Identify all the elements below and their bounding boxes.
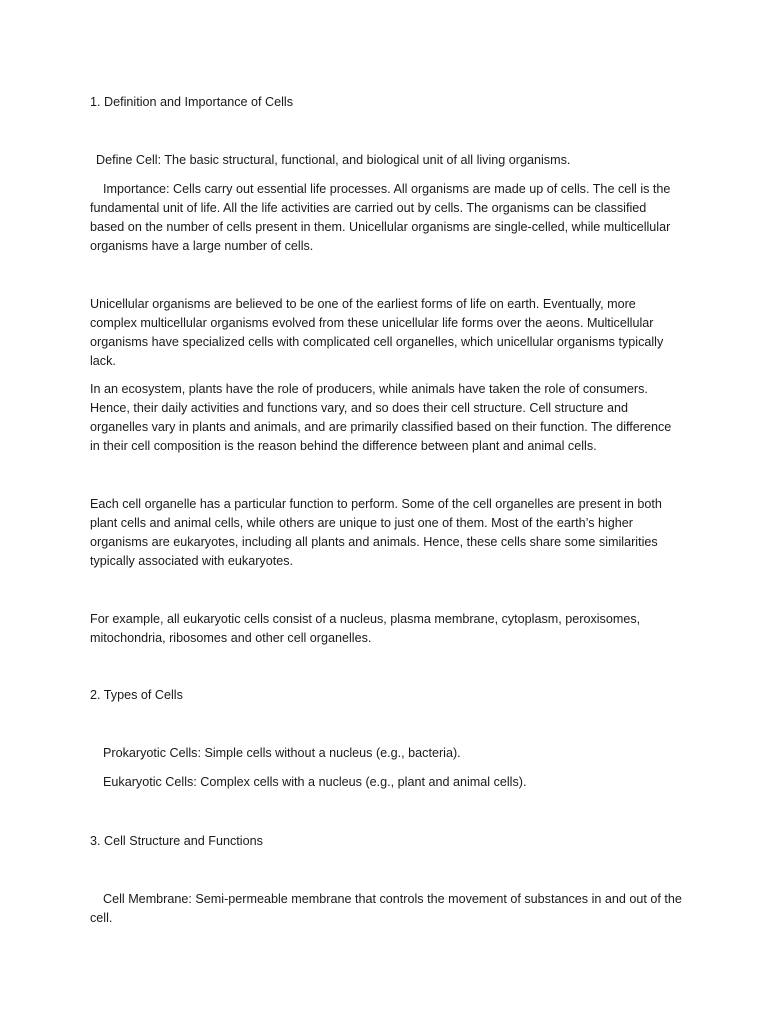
section-3-heading: 3. Cell Structure and Functions — [90, 834, 263, 848]
eukaryotic-cells-text: Eukaryotic Cells: Complex cells with a nucleus (e.g., plant and animal cells). — [103, 775, 527, 789]
section-2-heading: 2. Types of Cells — [90, 688, 183, 702]
unicellular-paragraph: Unicellular organisms are believed to be one of the earliest forms of life on earth. Eventually, more complex multicellular organisms evolved from these unicellular life forms over the aeons. Multicellular organisms have specialized cells with complicated cell organelles, which unicellular organisms typically lack. — [90, 297, 664, 368]
define-cell-text: Define Cell: The basic structural, functional, and biological unit of all living organisms. — [96, 153, 571, 167]
example-paragraph: For example, all eukaryotic cells consist of a nucleus, plasma membrane, cytoplasm, peroxisomes, mitochondria, ribosomes and other cell organelles. — [90, 612, 641, 645]
prokaryotic-cells-text: Prokaryotic Cells: Simple cells without a nucleus (e.g., bacteria). — [103, 746, 461, 760]
cell-membrane-text: Cell Membrane: Semi-permeable membrane that controls the movement of substances in and out of the cell. — [90, 892, 682, 925]
ecosystem-paragraph: In an ecosystem, plants have the role of producers, while animals have taken the role of consumers. Hence, their daily activities and functions vary, and so does their cell structure. Cell structure and organelles vary in plants and animals, and are primarily classified based on their function. The difference in their cell composition is the reason behind the difference between plant and animal cells. — [90, 382, 672, 453]
section-1-heading: 1. Definition and Importance of Cells — [90, 95, 294, 109]
importance-paragraph: Importance: Cells carry out essential life processes. All organisms are made up of cells. The cell is the fundamental unit of life. All the life activities are carried out by cells. The organisms can be classified based on the number of cells present in them. Unicellular organisms are single-celled, while multicellular organisms have a large number of cells. — [90, 182, 671, 253]
organelle-paragraph: Each cell organelle has a particular function to perform. Some of the cell organelles are present in both plant cells and animal cells, while others are unique to just one of them. Most of the earth’s higher organisms are eukaryotes, including all plants and animals. Hence, these cells share some similarities typically associated with eukaryotes. — [90, 497, 662, 568]
